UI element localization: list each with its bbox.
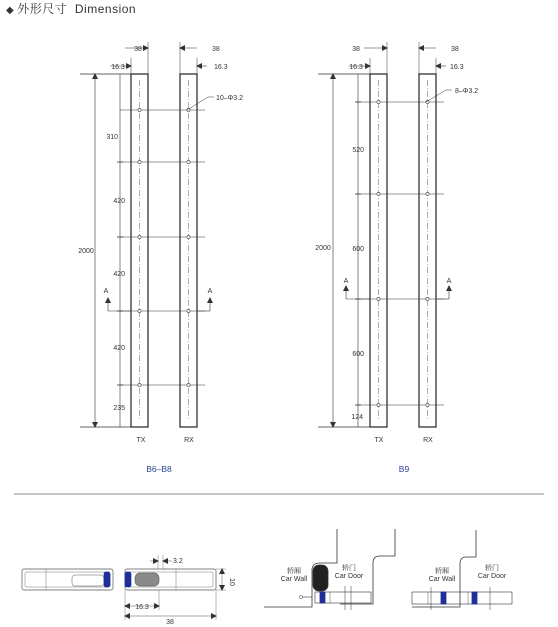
- right-model-caption: B9: [398, 464, 410, 474]
- left-model-drawing: [80, 42, 214, 427]
- right-tx-label: TX: [374, 437, 384, 444]
- left-seg-1: 310: [106, 134, 118, 141]
- right-seg-1: 520: [352, 147, 364, 154]
- car-wall-en-2: Car Wall: [428, 576, 456, 583]
- right-offset-label-rx: 16.3: [450, 64, 464, 71]
- right-rx-label: RX: [423, 437, 433, 444]
- right-hole-label: 8–Φ3.2: [455, 88, 479, 95]
- right-width-label: 38: [352, 46, 360, 53]
- left-seg-5: 235: [113, 405, 125, 412]
- install-view-2-labels: [429, 563, 507, 583]
- depth-label: 16.3: [135, 604, 149, 611]
- left-section-mark-a: A: [103, 288, 109, 295]
- car-door-cn-2: 轿门: [485, 565, 499, 572]
- install-view-1: [264, 529, 395, 610]
- width-label: 38: [166, 619, 174, 626]
- left-seg-4: 420: [113, 345, 125, 352]
- slot-label: 3.2: [173, 558, 183, 565]
- left-width-label-rx: 38: [212, 46, 220, 53]
- car-door-en-1: Car Door: [334, 573, 364, 580]
- right-section-mark-a: A: [343, 278, 349, 285]
- left-rx-label: RX: [184, 437, 194, 444]
- car-wall-cn-2: 轿厢: [435, 568, 449, 575]
- left-offset-label-rx: 16.3: [214, 64, 228, 71]
- left-seg-2: 420: [113, 198, 125, 205]
- car-wall-en-1: Car Wall: [280, 576, 308, 583]
- height-label: 10: [228, 578, 235, 586]
- header-title-en: Dimension: [74, 2, 137, 16]
- left-seg-3: 420: [113, 271, 125, 278]
- left-tx-label: TX: [136, 437, 146, 444]
- left-model-caption: B6–B8: [146, 464, 172, 474]
- right-model-drawing: [318, 42, 452, 427]
- right-seg-4: 124: [351, 414, 363, 421]
- car-wall-cn-1: 轿厢: [287, 568, 301, 575]
- right-total-height: 2000: [315, 245, 331, 252]
- right-seg-3: 600: [352, 351, 364, 358]
- left-width-label: 38: [134, 46, 142, 53]
- section-view-plain: [22, 569, 113, 590]
- header-title-cn: 外形尺寸: [17, 2, 68, 16]
- left-offset-label: 16.3: [111, 64, 125, 71]
- right-offset-label: 16.3: [349, 64, 363, 71]
- right-model-labels: [315, 46, 478, 474]
- left-total-height: 2000: [78, 248, 94, 255]
- bullet-diamond-icon: ◆: [6, 5, 15, 16]
- car-door-en-2: Car Door: [477, 573, 507, 580]
- right-width-label-rx: 38: [451, 46, 459, 53]
- car-door-cn-1: 轿门: [342, 565, 356, 572]
- left-hole-label: 10–Φ3.2: [216, 95, 243, 102]
- left-section-mark-b: A: [207, 288, 213, 295]
- right-seg-2: 600: [352, 246, 364, 253]
- right-section-mark-b: A: [446, 278, 452, 285]
